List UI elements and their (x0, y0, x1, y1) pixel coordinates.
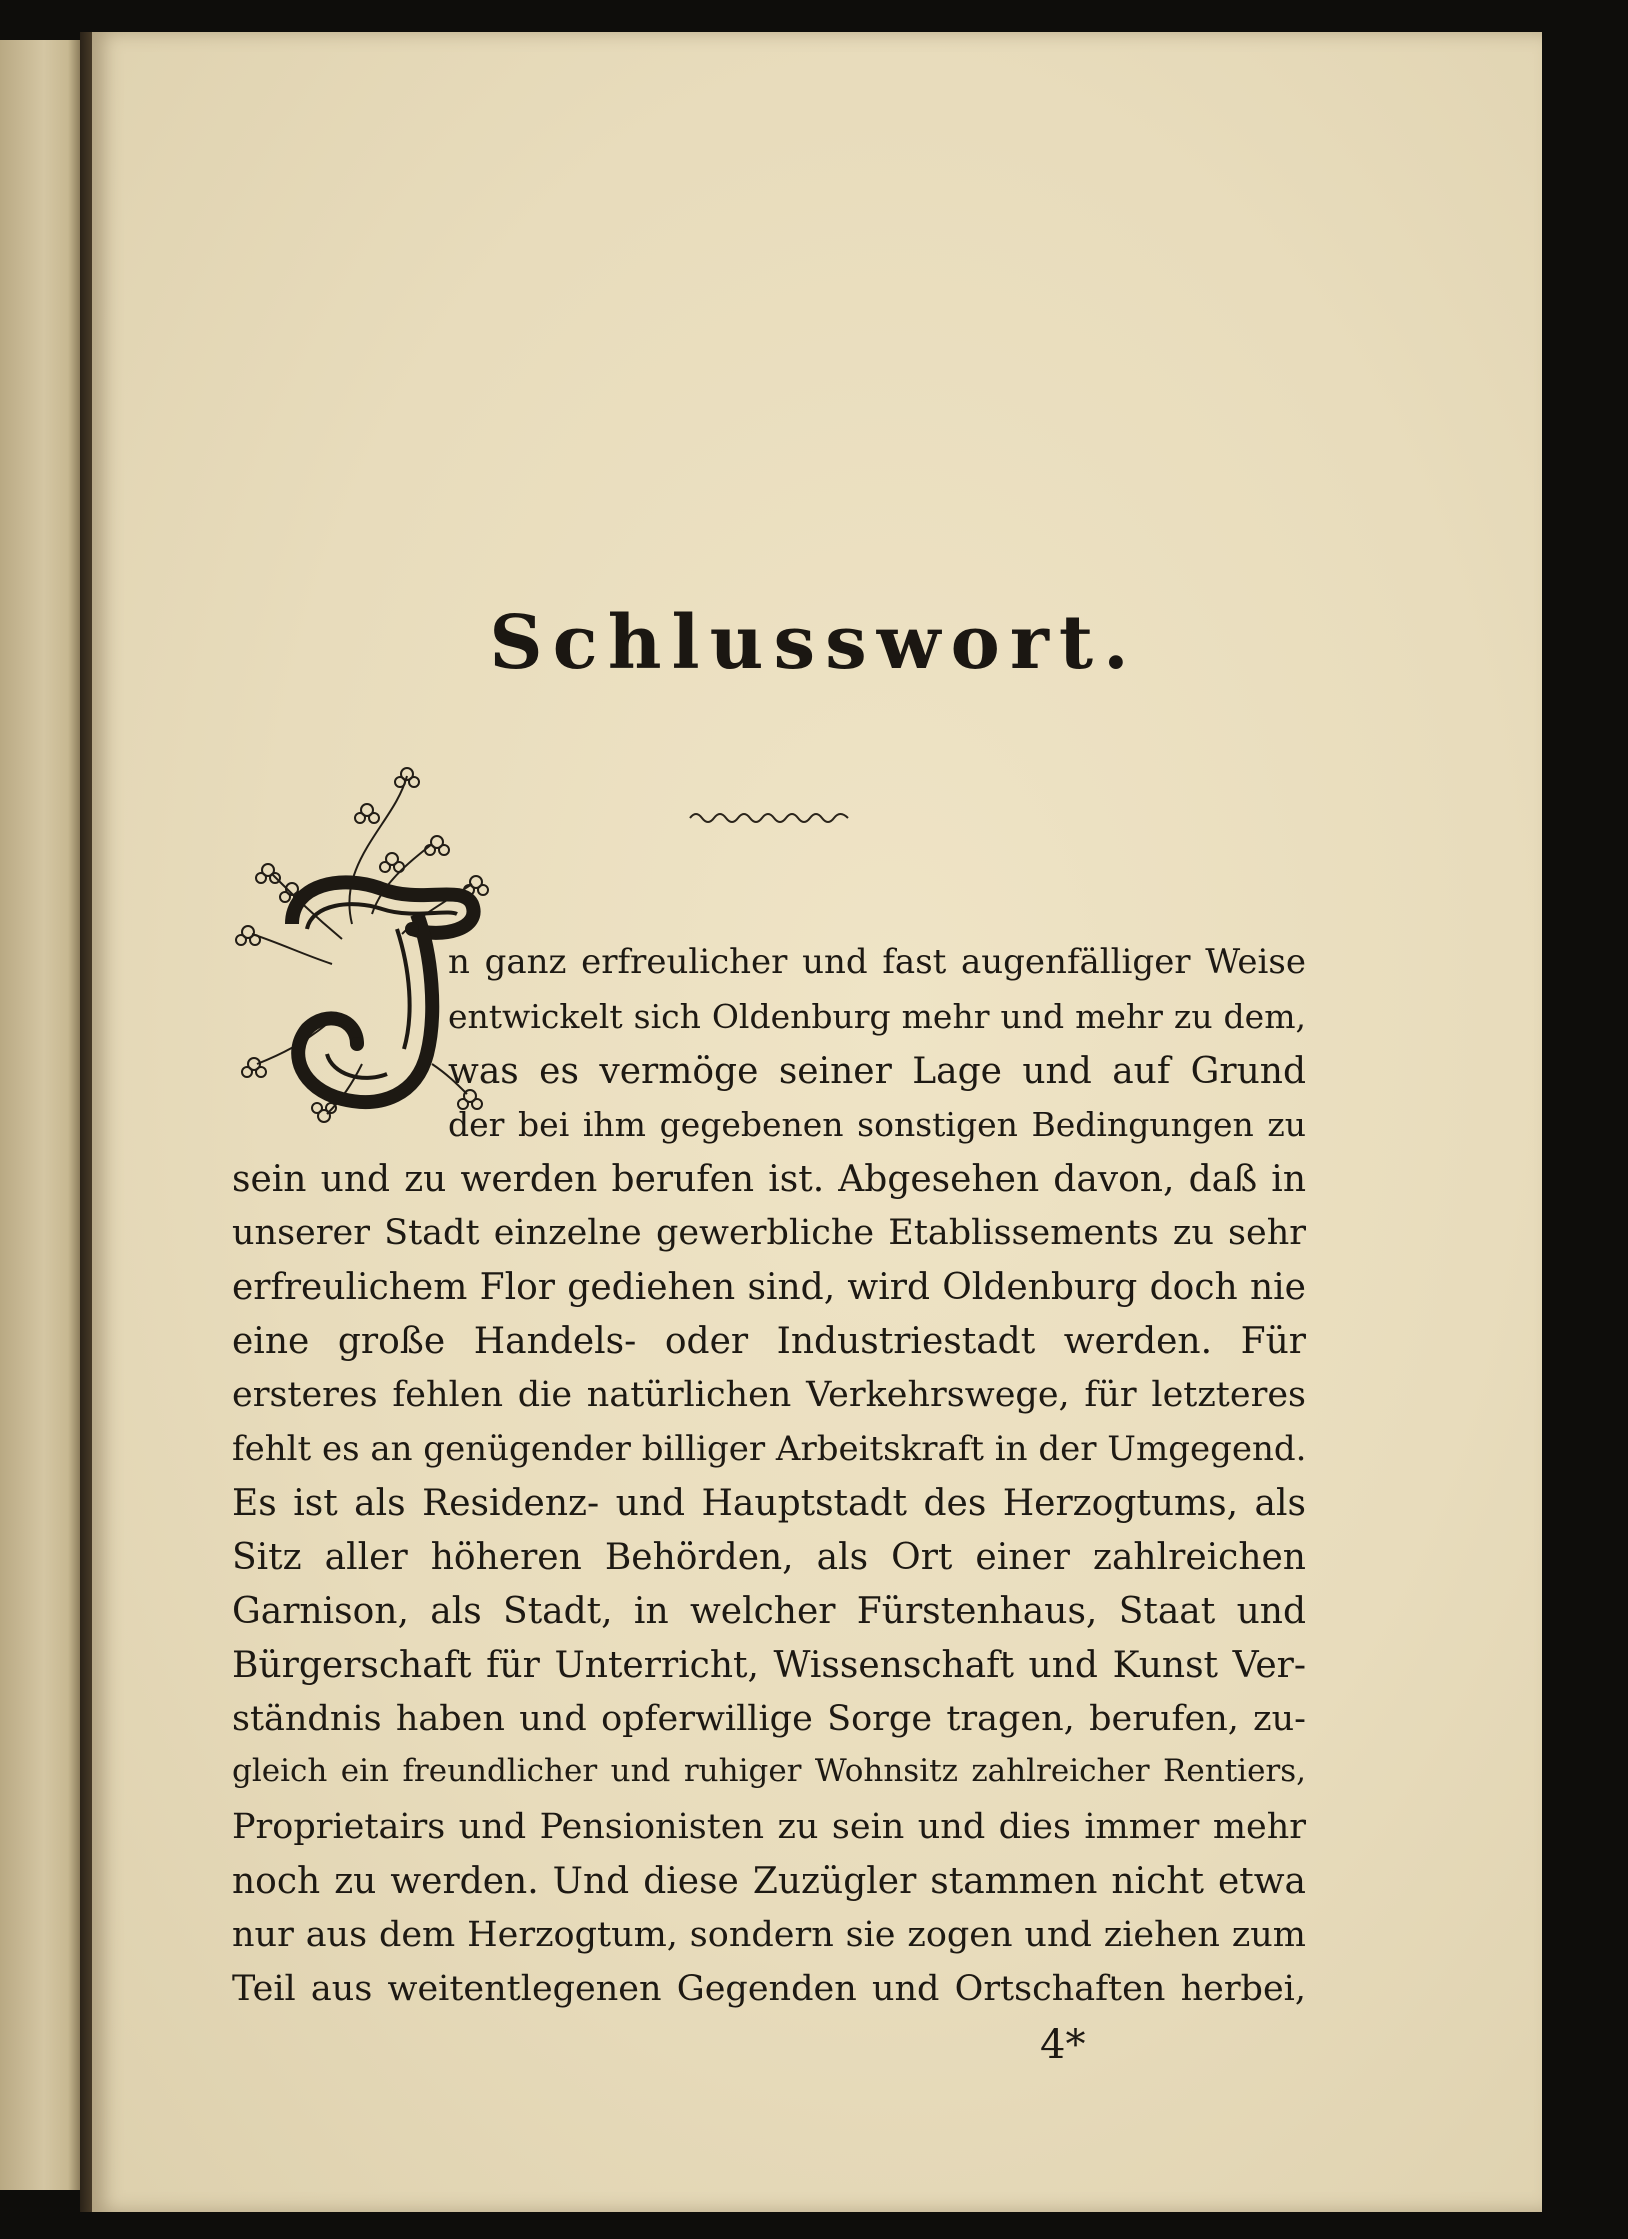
page-title: Schlusswort. (489, 600, 1139, 686)
left-page-edge (0, 40, 80, 2190)
text-line: Sitz aller höheren Behörden, als Ort einer zahlreichen (232, 1537, 1306, 1578)
page-number: 4* (1040, 2022, 1086, 2068)
text-line: Garnison, als Stadt, in welcher Fürstenhaus, Staat und (232, 1591, 1306, 1632)
ornament-divider (688, 808, 852, 828)
text-line: erfreulichem Flor gediehen sind, wird Oldenburg doch nie (232, 1267, 1306, 1308)
text-line: gleich ein freundlicher und ruhiger Wohnsitz zahlreicher Rentiers, (232, 1753, 1306, 1789)
text-line: noch zu werden. Und diese Zuzügler stammen nicht etwa (232, 1861, 1306, 1902)
text-line: Teil aus weitentlegenen Gegenden und Ortschaften herbei, (232, 1969, 1306, 2009)
text-line: Es ist als Residenz- und Hauptstadt des Herzogtums, als (232, 1483, 1306, 1524)
text-line: fehlt es an genügender billiger Arbeitskraft in der Umgegend. (232, 1429, 1307, 1469)
text-line: nur aus dem Herzogtum, sondern sie zogen und ziehen zum (232, 1915, 1306, 1955)
text-line: unserer Stadt einzelne gewerbliche Etablissements zu sehr (232, 1213, 1306, 1253)
text-line: ersteres fehlen die natürlichen Verkehrswege, für letzteres (232, 1375, 1306, 1415)
text-line: was es vermöge seiner Lage und auf Grund (448, 1051, 1306, 1092)
text-line: eine große Handels- oder Industriestadt werden. Für (232, 1321, 1306, 1362)
text-line: entwickelt sich Oldenburg mehr und mehr zu dem, (448, 997, 1306, 1036)
text-line: Bürgerschaft für Unterricht, Wissenschaft und Kunst Ver- (232, 1645, 1306, 1686)
text-line: ständnis haben und opferwillige Sorge tragen, berufen, zu- (232, 1699, 1306, 1739)
text-line: der bei ihm gegebenen sonstigen Bedingungen zu (448, 1105, 1306, 1144)
text-line: Proprietairs und Pensionisten zu sein und dies immer mehr (232, 1807, 1306, 1847)
text-line: sein und zu werden berufen ist. Abgesehen davon, daß in (232, 1159, 1306, 1200)
text-line: n ganz erfreulicher und fast augenfälliger Weise (448, 942, 1306, 982)
